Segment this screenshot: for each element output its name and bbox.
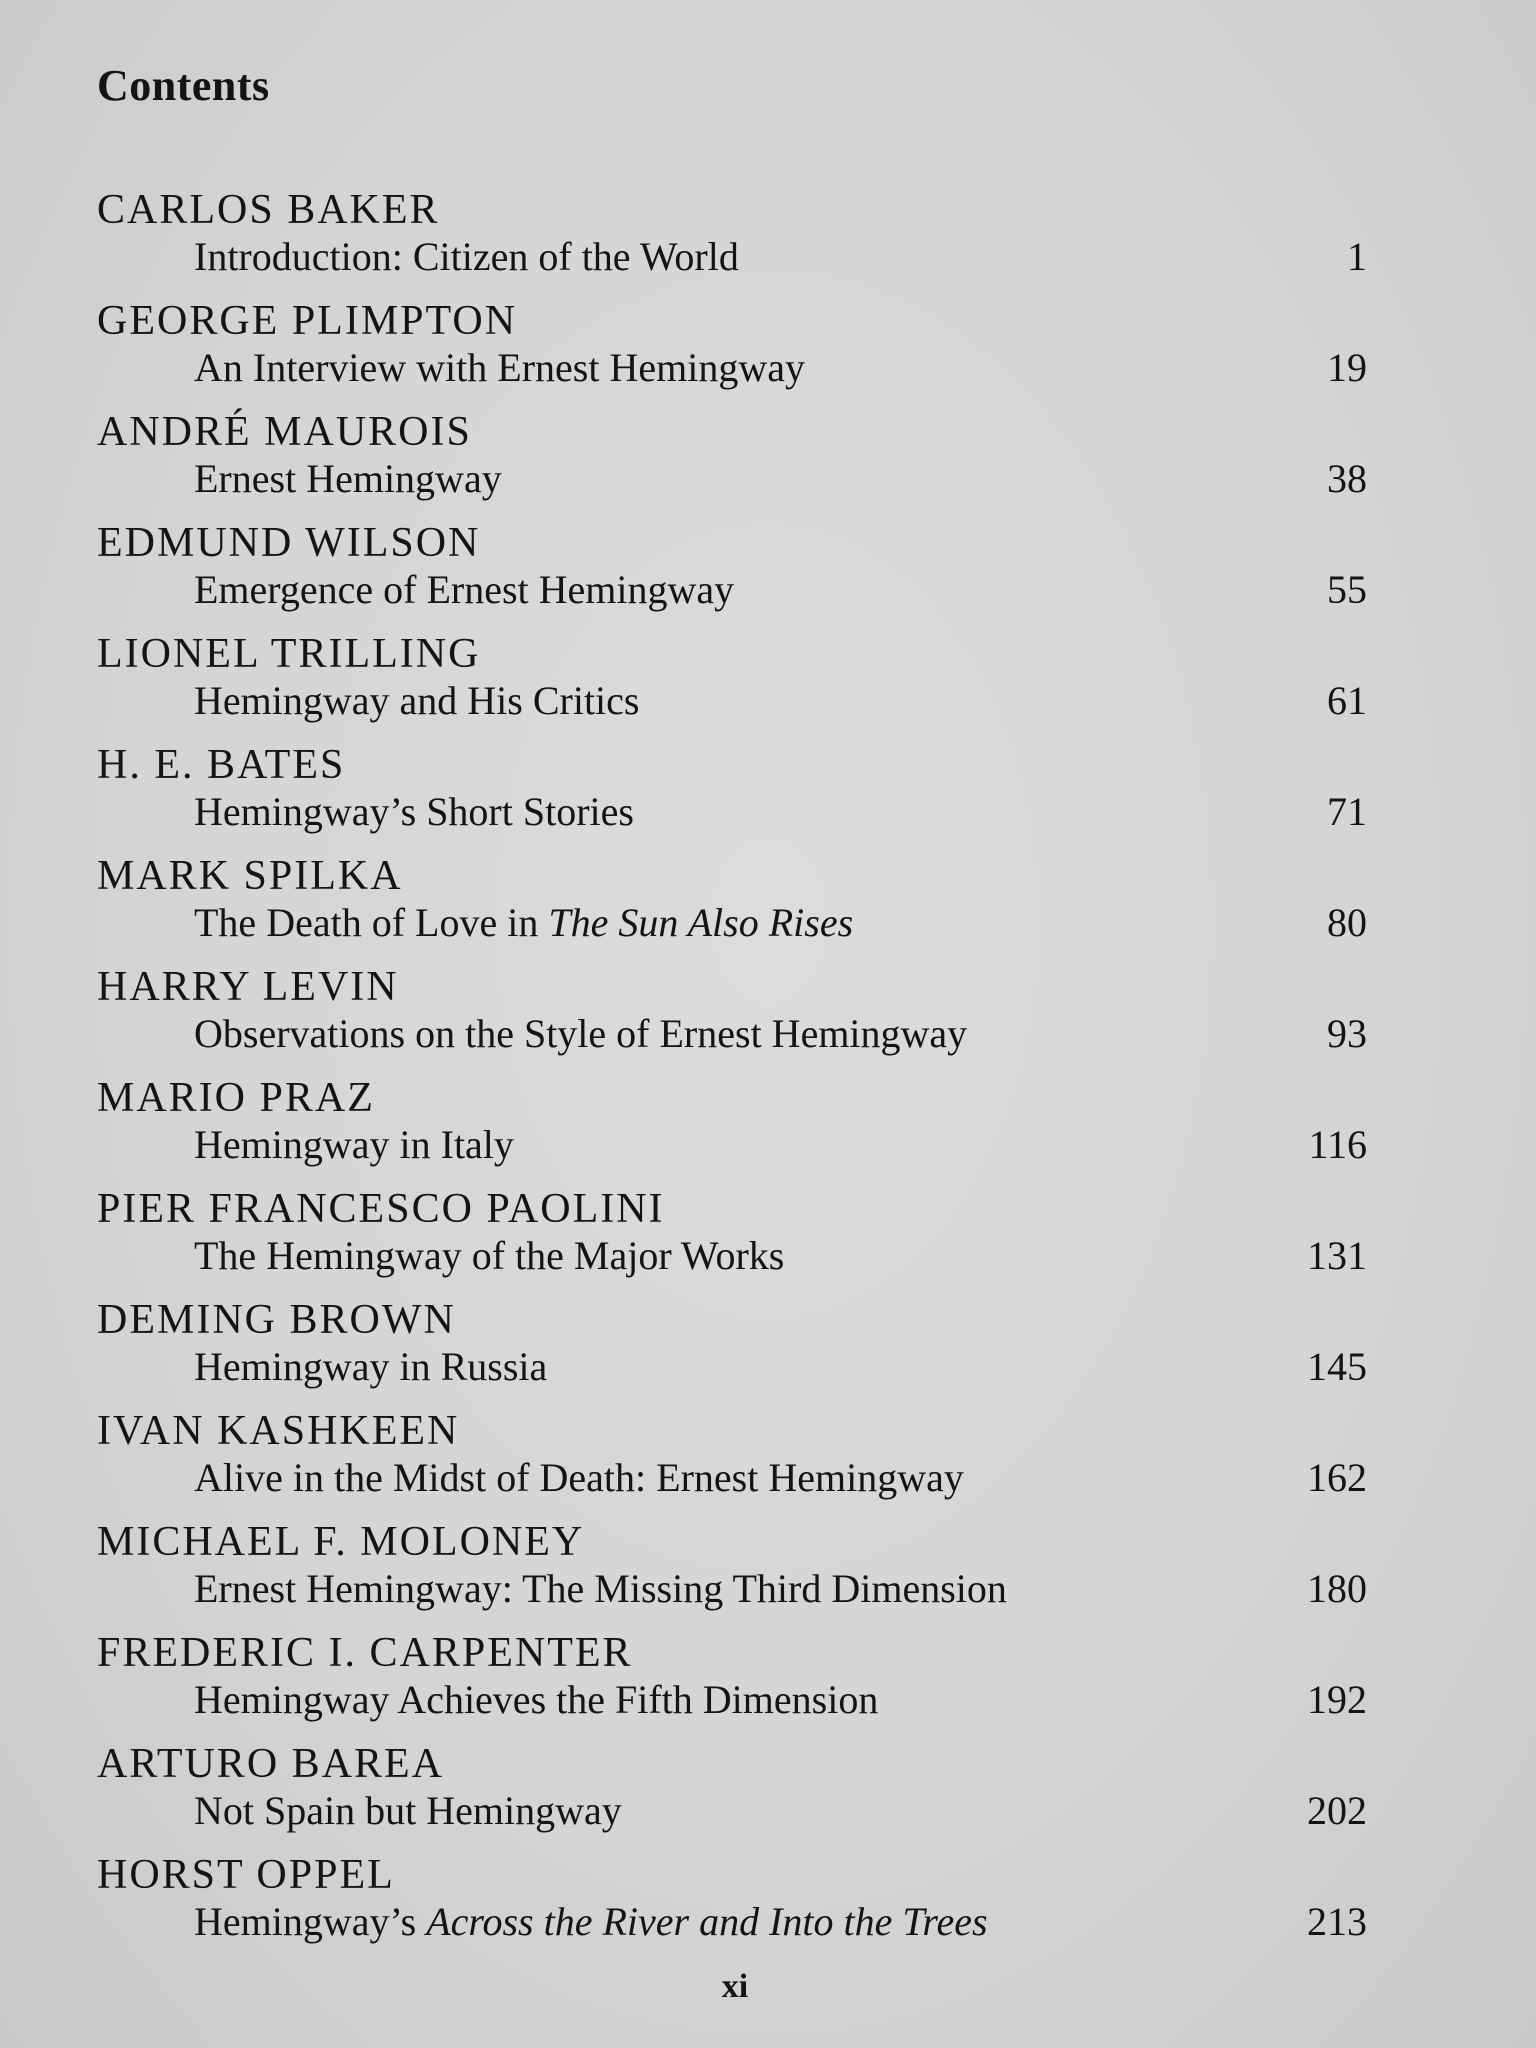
- entry-page-number: 131: [1307, 1233, 1367, 1278]
- entry-page-number: 55: [1327, 567, 1367, 612]
- toc-entry: [97, 737, 1367, 848]
- entry-page-number: 202: [1307, 1788, 1367, 1833]
- entry-page-number: 19: [1327, 345, 1367, 390]
- entry-title: Ernest Hemingway: The Missing Third Dimension: [194, 1566, 1007, 1611]
- entry-title: Hemingway and His Critics: [194, 678, 640, 723]
- entry-title: Hemingway in Russia: [194, 1344, 548, 1389]
- entry-page-number: 180: [1307, 1566, 1367, 1611]
- toc-entry: [97, 293, 1367, 404]
- entry-page-number: 93: [1327, 1011, 1367, 1056]
- entry-page-number: 80: [1327, 900, 1367, 945]
- toc-entry: [97, 1070, 1367, 1181]
- entry-author: EDMUND WILSON: [97, 520, 481, 566]
- entry-title: The Death of Love in The Sun Also Rises: [194, 900, 854, 945]
- entry-page-number: 71: [1327, 789, 1367, 834]
- page-folio: xi: [721, 1968, 749, 2005]
- entry-author: PIER FRANCESCO PAOLINI: [97, 1186, 665, 1232]
- entry-author: IVAN KASHKEEN: [97, 1408, 460, 1454]
- entry-page-number: 116: [1308, 1122, 1367, 1167]
- entry-title: Emergence of Ernest Hemingway: [194, 567, 735, 612]
- toc-entry: [97, 626, 1367, 737]
- toc-entry: [97, 848, 1367, 959]
- entry-page-number: 145: [1307, 1344, 1367, 1389]
- contents-heading: Contents: [97, 61, 270, 110]
- entry-author: FREDERIC I. CARPENTER: [97, 1630, 633, 1676]
- entry-title: Hemingway Achieves the Fifth Dimension: [194, 1677, 879, 1722]
- toc-entry: [97, 1292, 1367, 1403]
- entry-page-number: 192: [1307, 1677, 1367, 1722]
- entry-title: Observations on the Style of Ernest Hemingway: [194, 1011, 968, 1056]
- entry-author: H. E. BATES: [97, 742, 346, 788]
- toc-entry: [97, 1181, 1367, 1292]
- entry-author: DEMING BROWN: [97, 1297, 456, 1343]
- entry-title: Hemingway’s Short Stories: [194, 789, 634, 834]
- entry-title: Hemingway in Italy: [194, 1122, 514, 1167]
- entry-title: Not Spain but Hemingway: [194, 1788, 622, 1833]
- toc-entry: [97, 1514, 1367, 1625]
- entry-title: Hemingway’s Across the River and Into the Trees: [194, 1899, 988, 1944]
- entry-page-number: 61: [1327, 678, 1367, 723]
- entry-author: MARIO PRAZ: [97, 1075, 375, 1121]
- toc-entry: [97, 1847, 1367, 1958]
- entry-author: HORST OPPEL: [97, 1852, 395, 1898]
- entry-author: ANDRÉ MAUROIS: [97, 409, 472, 455]
- entry-author: HARRY LEVIN: [97, 964, 399, 1010]
- toc-entry: [97, 959, 1367, 1070]
- entry-title: An Interview with Ernest Hemingway: [194, 345, 805, 390]
- entry-author: CARLOS BAKER: [97, 187, 440, 233]
- entry-title: Introduction: Citizen of the World: [194, 234, 739, 279]
- entry-author: LIONEL TRILLING: [97, 631, 481, 677]
- toc-entry: [97, 515, 1367, 626]
- entry-author: MARK SPILKA: [97, 853, 403, 899]
- entry-title: Ernest Hemingway: [194, 456, 502, 501]
- entry-title: The Hemingway of the Major Works: [194, 1233, 785, 1278]
- entry-page-number: 1: [1347, 234, 1367, 279]
- toc-entry: [97, 1625, 1367, 1736]
- entry-page-number: 213: [1307, 1899, 1367, 1944]
- entry-page-number: 38: [1327, 456, 1367, 501]
- table-of-contents: [97, 182, 1367, 1958]
- entry-author: ARTURO BAREA: [97, 1741, 444, 1787]
- toc-entry: [97, 404, 1367, 515]
- entry-title: Alive in the Midst of Death: Ernest Hemingway: [194, 1455, 964, 1500]
- toc-entry: [97, 1403, 1367, 1514]
- entry-author: GEORGE PLIMPTON: [97, 298, 518, 344]
- toc-entry: [97, 182, 1367, 293]
- toc-entry: [97, 1736, 1367, 1847]
- entry-author: MICHAEL F. MOLONEY: [97, 1519, 585, 1565]
- entry-page-number: 162: [1307, 1455, 1367, 1500]
